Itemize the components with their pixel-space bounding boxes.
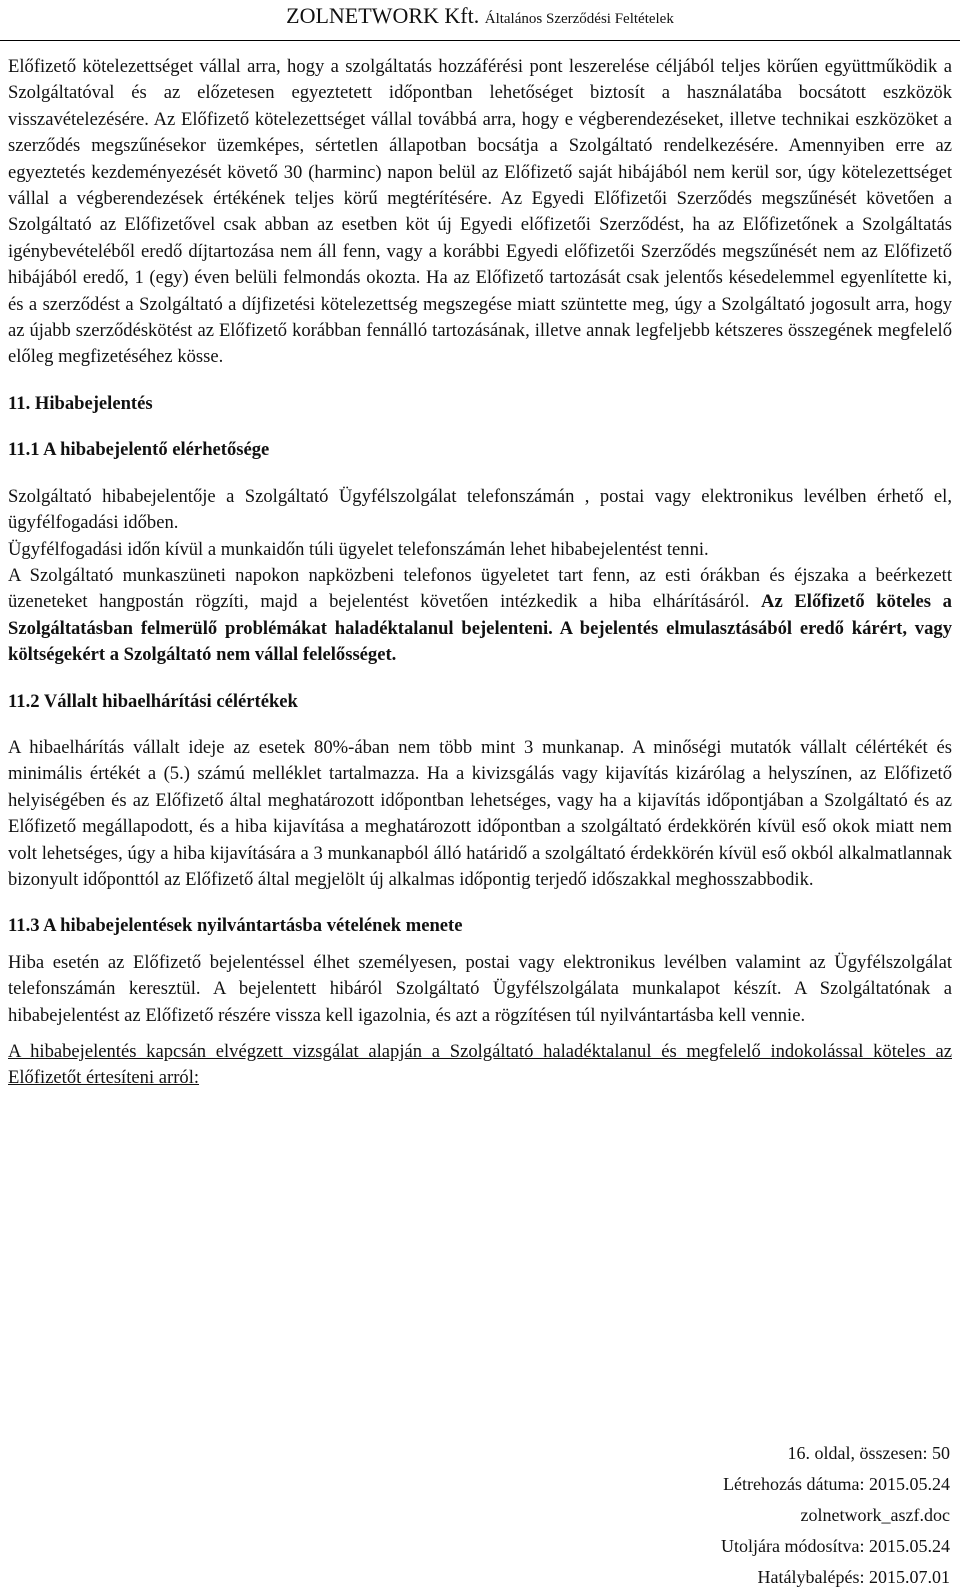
section-11-3-paragraph-2: A hibabejelentés kapcsán elvégzett vizsgálat alapján a Szolgáltató haladéktalanul és megfelelő indokolással köteles az Előfizetőt értesíteni arról: <box>8 1041 952 1089</box>
section-11-2-heading: 11.2 Vállalt hibaelhárítási célértékek <box>8 690 298 712</box>
section-11-2-paragraph-1: A hibaelhárítás vállalt ideje az esetek 80%-ában nem több mint 3 munkanap. A minőségi mutatók vállalt célértékét és minimális értékét a (5.) számú melléklet tartalmazza. Ha a kivizsgálás vagy kijavítás kizárólag a helyszínen, az Előfizető helyiségében és az Előfizető által meghatározott időpontban lehetséges, vagy ha a kijavítás időpontjában a Szolgáltató és az Előfizető megállapodott, és a hiba kijavítása a meghatározott időpontban a szolgáltató érdekkörén kívül eső okok miatt nem volt lehetséges, úgy a hiba kijavítására a 3 munkanapból álló határidő a szolgáltató érdekkörén kívül eső okból alkalmatlannak bizonyult időponttól az Előfizető által megjelölt új alkalmas időpontig terjedő időszakkal meghosszabbodik. <box>8 736 952 890</box>
footer-created-date: Létrehozás dátuma: 2015.05.24 <box>723 1474 950 1494</box>
page-footer <box>550 1438 950 1593</box>
section-11-heading: 11. Hibabejelentés <box>8 392 153 414</box>
footer-modified-date: Utoljára módosítva: 2015.05.24 <box>721 1536 950 1556</box>
footer-filename: zolnetwork_aszf.doc <box>800 1505 950 1525</box>
header-divider <box>0 40 960 41</box>
page-header <box>0 2 960 33</box>
footer-effective-date: Hatálybalépés: 2015.07.01 <box>757 1567 950 1587</box>
section-11-3-paragraph-1: Hiba esetén az Előfizető bejelentéssel élhet személyesen, postai vagy elektronikus levélben valamint az Ügyfélszolgálat telefonszámán keresztül. A bejelentett hibáról Szolgáltató Ügyfélszolgálata munkalapot készít. A Szolgáltatónak a hibabejelentést az Előfizető részére vissza kell igazolnia, és azt a rögzítésen túl nyilvántartásba kell vennie. <box>8 951 952 1026</box>
section-11-1-paragraph-3 <box>8 563 952 669</box>
footer-page-info: 16. oldal, összesen: 50 <box>787 1443 950 1463</box>
section-11-1-heading: 11.1 A hibabejelentő elérhetősége <box>8 439 270 461</box>
section-11-1-paragraph-1: Szolgáltató hibabejelentője a Szolgáltató Ügyfélszolgálat telefonszámán , postai vagy elektronikus levélben érhető el, ügyfélfogadási időben. <box>8 485 952 534</box>
section-11-3-heading: 11.3 A hibabejelentések nyilvántartásba vételének menete <box>8 915 463 937</box>
document-title: Általános Szerződési Feltételek <box>484 11 674 27</box>
section-11-1-paragraph-2: Ügyfélfogadási időn kívül a munkaidőn túli ügyelet telefonszámán lehet hibabejelentést tenni. <box>8 538 709 560</box>
document-body <box>8 54 952 1092</box>
intro-paragraph: Előfizető kötelezettséget vállal arra, hogy a szolgáltatás hozzáférési pont leszerelése céljából teljes körűen együttműködik a Szolgáltatóval és az előzetesen egyeztetett időpontban lehetőséget biztosít a használatába bocsátott eszközök visszavételezésére. Az Előfizető kötelezettséget vállal továbbá arra, hogy e végberendezéseket, illetve technikai eszközöket a szerződés megszűnésekor üzemképes, sértetlen állapotban bocsátja a Szolgáltató rendelkezésére. Amennyiben erre az egyeztetés kezdeményezését követő 30 (harminc) napon belül az Előfizető saját hibájából nem kerül sor, úgy kötelezettséget vállal a végberendezések értékének teljes körű megtérítésére. Az Egyedi Előfizetői Szerződés megszűnését követően a Szolgáltató az Előfizetővel csak abban az esetben köt új Egyedi előfizetői Szerződést, ha az Előfizetőnek a Szolgáltatás igénybevételéből eredő díjtartozása nem áll fenn, vagy a korábbi Egyedi előfizetői Szerződés megszűnését nem az Előfizető hibájából eredő, 1 (egy) éven belüli felmondás okozta. Ha az Előfizető tartozását csak jelentős késedelemmel egyenlítette ki, és a szerződést a Szolgáltató a díjfizetési kötelezettség megszegése miatt szüntette meg, úgy a Szolgáltató jogosult arra, hogy az újabb szerződéskötést az Előfizető korábban fennálló tartozásának, illetve annak legfeljebb kétszeres összegének megfelelő előleg megfizetéséhez kösse. <box>8 56 952 368</box>
company-name: ZOLNETWORK Kft. <box>286 3 480 28</box>
section-11-1-paragraph-3-text: A Szolgáltató munkaszüneti napokon napközbeni telefonos ügyeletet tart fenn, az esti órákban és éjszaka a beérkezett üzeneteket hangpostán rögzíti, majd a bejelentést követően intézkedik a hiba elhárításáról. <box>8 564 952 613</box>
section-11-1-paragraph-3-emphasis: Az Előfizető köteles a Szolgáltatásban felmerülő problémákat haladéktalanul bejelenteni. A bejelentés elmulasztásából eredő kárért, vagy költségekért a Szolgáltató nem vállal felelősséget. <box>8 591 952 666</box>
